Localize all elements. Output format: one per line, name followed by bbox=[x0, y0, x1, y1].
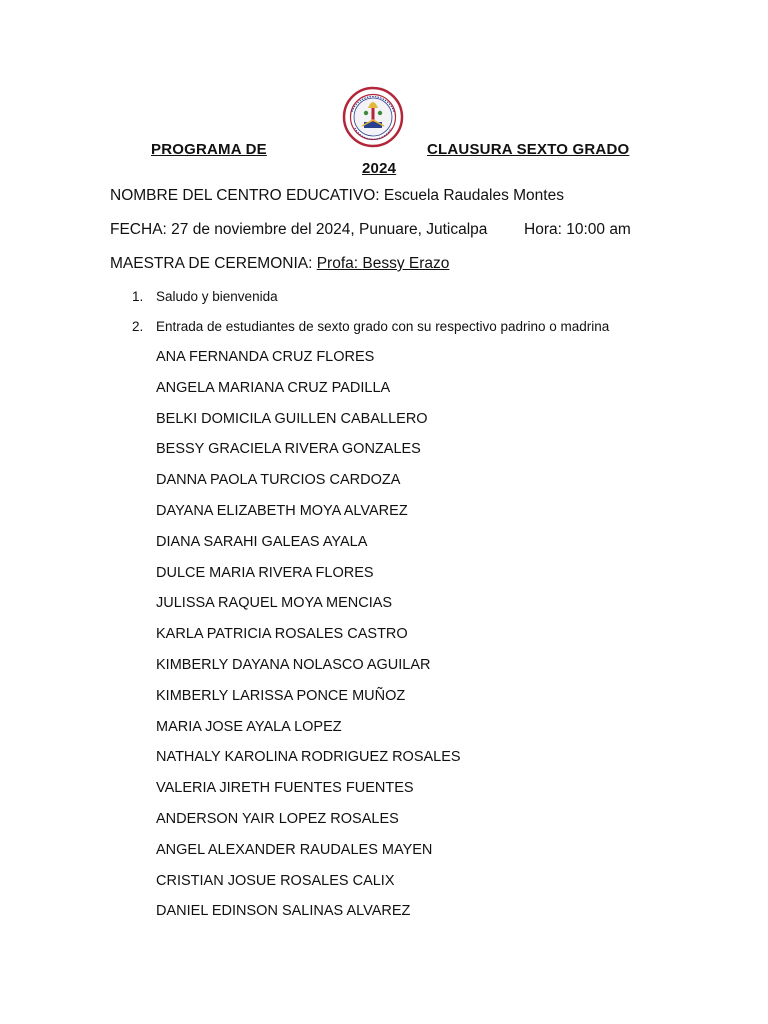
ceremony-host-label: MAESTRA DE CEREMONIA: bbox=[110, 255, 313, 272]
student-name: JULISSA RAQUEL MOYA MENCIAS bbox=[156, 595, 393, 612]
student-list bbox=[156, 348, 461, 933]
school-seal-logo bbox=[342, 86, 404, 148]
student-name: NATHALY KAROLINA RODRIGUEZ ROSALES bbox=[156, 749, 461, 766]
student-name: ANGEL ALEXANDER RAUDALES MAYEN bbox=[156, 841, 433, 858]
date-value: 27 de noviembre del 2024, Punuare, Juticalpa bbox=[171, 221, 488, 238]
student-name: KIMBERLY LARISSA PONCE MUÑOZ bbox=[156, 687, 406, 704]
program-item-number: 1. bbox=[132, 289, 144, 304]
student-name: BELKI DOMICILA GUILLEN CABALLERO bbox=[156, 410, 428, 427]
title-part-2: CLAUSURA SEXTO GRADO bbox=[427, 141, 630, 158]
ceremony-host-value: Profa: Bessy Erazo bbox=[316, 255, 450, 272]
student-name: DULCE MARIA RIVERA FLORES bbox=[156, 564, 374, 581]
program-item-text: Saludo y bienvenida bbox=[156, 289, 278, 304]
school-name-line bbox=[110, 187, 564, 205]
student-name: ANA FERNANDA CRUZ FLORES bbox=[156, 349, 375, 365]
title-part-1: PROGRAMA DE bbox=[151, 141, 267, 158]
student-name: ANDERSON YAIR LOPEZ ROSALES bbox=[156, 810, 399, 827]
student-name: BESSY GRACIELA RIVERA GONZALES bbox=[156, 441, 421, 458]
student-name: KARLA PATRICIA ROSALES CASTRO bbox=[156, 626, 408, 643]
program-item-text: Entrada de estudiantes de sexto grado con su respectivo padrino o madrina bbox=[156, 319, 610, 334]
student-name: DANIEL EDINSON SALINAS ALVAREZ bbox=[156, 903, 411, 920]
school-seal-icon bbox=[342, 86, 404, 148]
student-name: DAYANA ELIZABETH MOYA ALVAREZ bbox=[156, 502, 408, 519]
time-label: Hora: bbox=[524, 221, 562, 238]
title-year: 2024 bbox=[362, 160, 397, 177]
date-label: FECHA: bbox=[110, 221, 167, 238]
program-item-number: 2. bbox=[132, 319, 144, 334]
student-name: CRISTIAN JOSUE ROSALES CALIX bbox=[156, 872, 395, 889]
date-line bbox=[110, 221, 487, 239]
student-name: ANGELA MARIANA CRUZ PADILLA bbox=[156, 379, 391, 396]
school-value: Escuela Raudales Montes bbox=[383, 187, 564, 204]
school-label: NOMBRE DEL CENTRO EDUCATIVO: bbox=[110, 187, 380, 204]
student-name: VALERIA JIRETH FUENTES FUENTES bbox=[156, 780, 414, 797]
time-value: 10:00 am bbox=[566, 221, 631, 238]
student-name: MARIA JOSE AYALA LOPEZ bbox=[156, 718, 342, 735]
student-name: KIMBERLY DAYANA NOLASCO AGUILAR bbox=[156, 656, 431, 673]
time-line bbox=[524, 221, 631, 239]
student-name: DANNA PAOLA TURCIOS CARDOZA bbox=[156, 472, 401, 489]
student-name: DIANA SARAHI GALEAS AYALA bbox=[156, 533, 368, 550]
ceremony-host-line bbox=[110, 255, 449, 273]
